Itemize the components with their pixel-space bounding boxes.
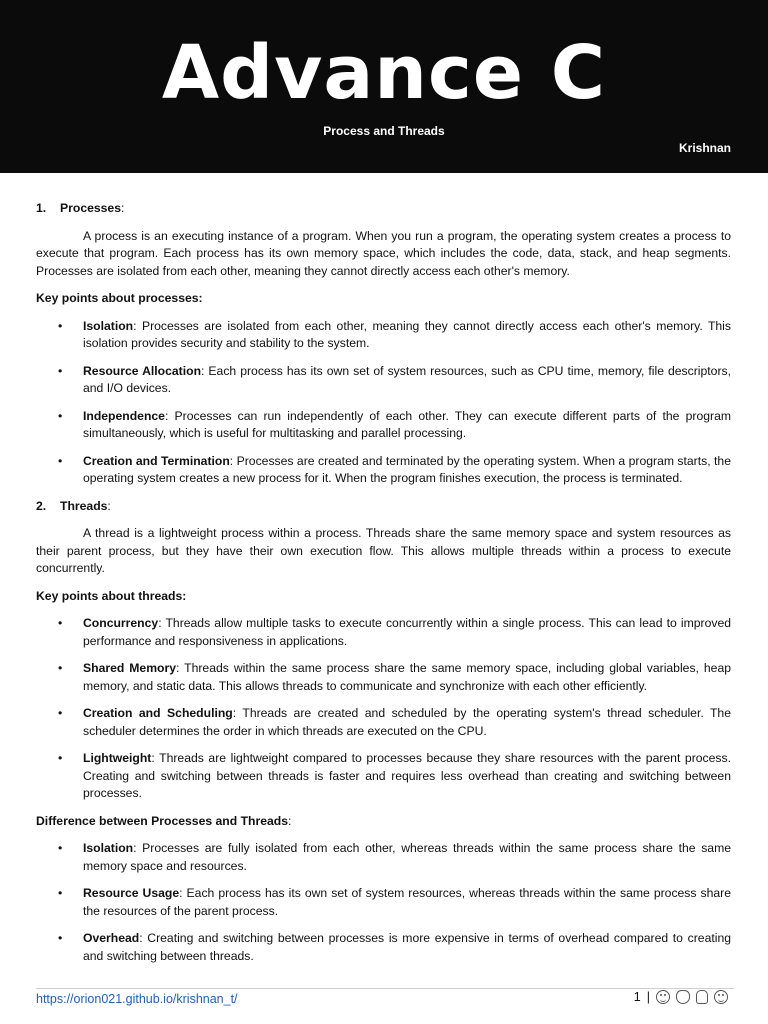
difference-list bbox=[36, 840, 731, 965]
bullet-icon: • bbox=[58, 661, 63, 675]
list-item: • Isolation: Processes are fully isolated from each other, whereas threads within the same process share the same memory space and resources. bbox=[58, 841, 731, 873]
list-item: • Shared Memory: Threads within the same process share the same memory space, including global variables, heap memory, and static data. This allows threads to communicate and synchronize with each other efficiently. bbox=[58, 661, 731, 693]
list-item: • Concurrency: Threads allow multiple tasks to execute concurrently within a single process. This can lead to improved performance and responsiveness in applications. bbox=[58, 616, 731, 648]
footer-link[interactable]: https://orion021.github.io/krishnan_t/ bbox=[36, 992, 238, 1006]
footer-page-info bbox=[634, 990, 728, 1004]
list-item: • Creation and Termination: Processes are created and terminated by the operating system. When a program starts, the operating system creates a new process for it. When the program finishes execution, the process is terminated. bbox=[58, 453, 731, 485]
document-body bbox=[36, 200, 731, 975]
star-eyes-icon bbox=[714, 990, 728, 1004]
processes-keypoints-heading: Key points about processes: bbox=[36, 291, 203, 305]
list-item: • Resource Allocation: Each process has its own set of system resources, such as CPU time, memory, file descriptors, and I/O devices. bbox=[58, 363, 731, 395]
peace-hand-icon bbox=[696, 990, 708, 1004]
bullet-icon: • bbox=[58, 616, 63, 630]
document-subtitle: Process and Threads bbox=[323, 124, 445, 138]
threads-keypoints-list bbox=[36, 615, 731, 803]
footer-divider bbox=[36, 988, 734, 989]
bullet-icon: • bbox=[58, 408, 63, 423]
threads-keypoints-heading: Key points about threads: bbox=[36, 588, 187, 603]
list-item: • Resource Usage: Each process has its own set of system resources, whereas threads within the same process share the resources of the parent process. bbox=[58, 886, 731, 918]
section-heading-processes: 1. Processes: bbox=[36, 200, 731, 218]
page-number: 1 bbox=[633, 990, 641, 1004]
author-name: Krishnan bbox=[678, 141, 731, 155]
bullet-icon: • bbox=[58, 706, 63, 720]
section-title: Threads bbox=[60, 498, 108, 513]
document-title: Advance C bbox=[161, 30, 607, 116]
smile-icon bbox=[656, 990, 670, 1004]
section-title: Processes bbox=[60, 201, 121, 215]
section-number: 2. bbox=[36, 498, 47, 513]
list-item: • Independence: Processes can run independently of each other. They can execute different parts of the program simultaneously, which is useful for multitasking and parallel processing. bbox=[58, 408, 731, 440]
ghost-icon bbox=[676, 990, 690, 1004]
list-item: • Overhead: Creating and switching between processes is more expensive in terms of overhead compared to creating and switching between threads. bbox=[58, 931, 731, 963]
list-item: • Lightweight: Threads are lightweight compared to processes because they share resources with the parent process. Creating and switching between threads is faster and requires less overhead than creating and switching between processes. bbox=[58, 751, 731, 800]
threads-paragraph: A thread is a lightweight process within a process. Threads share the same memory space and system resources as their parent process, but they have their own execution flow. This allows multiple threads within a process to execute concurrently. bbox=[36, 526, 731, 575]
section-heading-threads: 2. Threads: bbox=[36, 498, 731, 516]
bullet-icon: • bbox=[58, 751, 63, 765]
page-separator: | bbox=[646, 990, 650, 1004]
list-item: • Isolation: Processes are isolated from each other, meaning they cannot directly access each other's memory. This isolation provides security and stability to the system. bbox=[58, 318, 731, 350]
bullet-icon: • bbox=[58, 318, 63, 333]
processes-paragraph: A process is an executing instance of a program. When you run a program, the operating system creates a process to execute that program. Each process has its own memory space, which includes the code, data, stack, and heap segments. Processes are isolated from each other, meaning they cannot directly access each other's memory. bbox=[36, 228, 731, 278]
bullet-icon: • bbox=[58, 453, 63, 468]
bullet-icon: • bbox=[58, 931, 63, 945]
bullet-icon: • bbox=[58, 841, 63, 855]
difference-heading: Difference between Processes and Threads: bbox=[36, 813, 292, 828]
section-number: 1. bbox=[36, 201, 47, 215]
processes-keypoints-list bbox=[36, 318, 731, 488]
list-item: • Creation and Scheduling: Threads are created and scheduled by the operating system's thread scheduler. The scheduler determines the order in which threads are executed on the CPU. bbox=[58, 706, 731, 738]
page-header bbox=[0, 0, 768, 173]
bullet-icon: • bbox=[58, 363, 63, 378]
bullet-icon: • bbox=[58, 886, 63, 900]
